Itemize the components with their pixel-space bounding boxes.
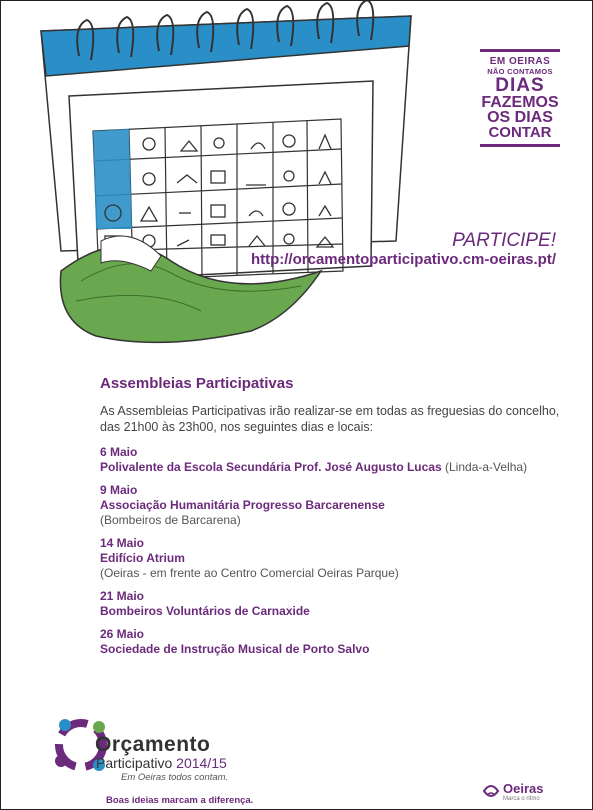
assembly-location: (Linda-a-Velha) — [445, 460, 528, 474]
assembly-entry — [100, 589, 560, 619]
assembly-place: Edifício Atrium — [100, 551, 185, 565]
intro-text: As Assembleias Participativas irão realizar-se em todas as freguesias do concelho, das 21h00 às 23h00, nos seguintes dias e locais: — [100, 404, 560, 434]
assembly-place: Associação Humanitária Progresso Barcarenense — [100, 498, 385, 512]
logo-year: 2014/15 — [176, 755, 227, 771]
slogan-bottom-bar — [480, 144, 560, 147]
assembly-date: 6 Maio — [100, 445, 138, 459]
oeiras-brand — [481, 781, 561, 805]
logo-tagline: Em Oeiras todos contam. — [121, 772, 229, 783]
slogan-line: OS DIAS — [487, 109, 553, 126]
brand-name: Oeiras — [503, 781, 544, 796]
assembly-location: (Oeiras - em frente ao Centro Comercial Oeiras Parque) — [100, 566, 399, 580]
participation-link[interactable]: http://orcamentoparticipativo.cm-oeiras.pt/ — [250, 251, 556, 268]
calendar-illustration — [1, 1, 421, 351]
logo-subtitle-text: Participativo — [96, 755, 173, 771]
logo-slogan: Boas ideias marcam a diferença. — [106, 795, 254, 806]
assembly-location: (Bombeiros de Barcarena) — [100, 513, 241, 527]
assembly-entry — [100, 483, 560, 528]
logo-title: Orçamento — [95, 733, 211, 756]
assembly-date: 14 Maio — [100, 536, 145, 550]
slogan-line: FAZEMOS — [481, 94, 559, 111]
assembly-place: Sociedade de Instrução Musical de Porto Salvo — [100, 642, 370, 656]
orcamento-logo — [51, 711, 371, 809]
assembly-date: 21 Maio — [100, 589, 145, 603]
slogan-line: EM OEIRAS — [489, 56, 551, 67]
slogan-box — [479, 49, 561, 147]
assembly-date: 9 Maio — [100, 483, 138, 497]
logo-subtitle — [96, 755, 227, 771]
section-title: Assembleias Participativas — [100, 375, 294, 392]
assembly-entry — [100, 445, 560, 475]
slogan-top-bar — [480, 49, 560, 52]
call-to-action: PARTICIPE! — [452, 230, 556, 251]
oeiras-logo-icon — [481, 781, 501, 801]
assembly-place: Bombeiros Voluntários de Carnaxide — [100, 604, 310, 618]
assembly-entry — [100, 627, 560, 657]
assembly-date: 26 Maio — [100, 627, 145, 641]
slogan-line: DIAS — [495, 75, 545, 96]
slogan-line: NÃO CONTAMOS — [487, 67, 553, 76]
brand-sub: Marca o ritmo — [503, 796, 540, 802]
assembly-entry — [100, 536, 560, 581]
slogan-line: CONTAR — [488, 124, 552, 141]
assemblies-section — [100, 376, 560, 665]
assembly-place: Polivalente da Escola Secundária Prof. José Augusto Lucas — [100, 460, 442, 474]
